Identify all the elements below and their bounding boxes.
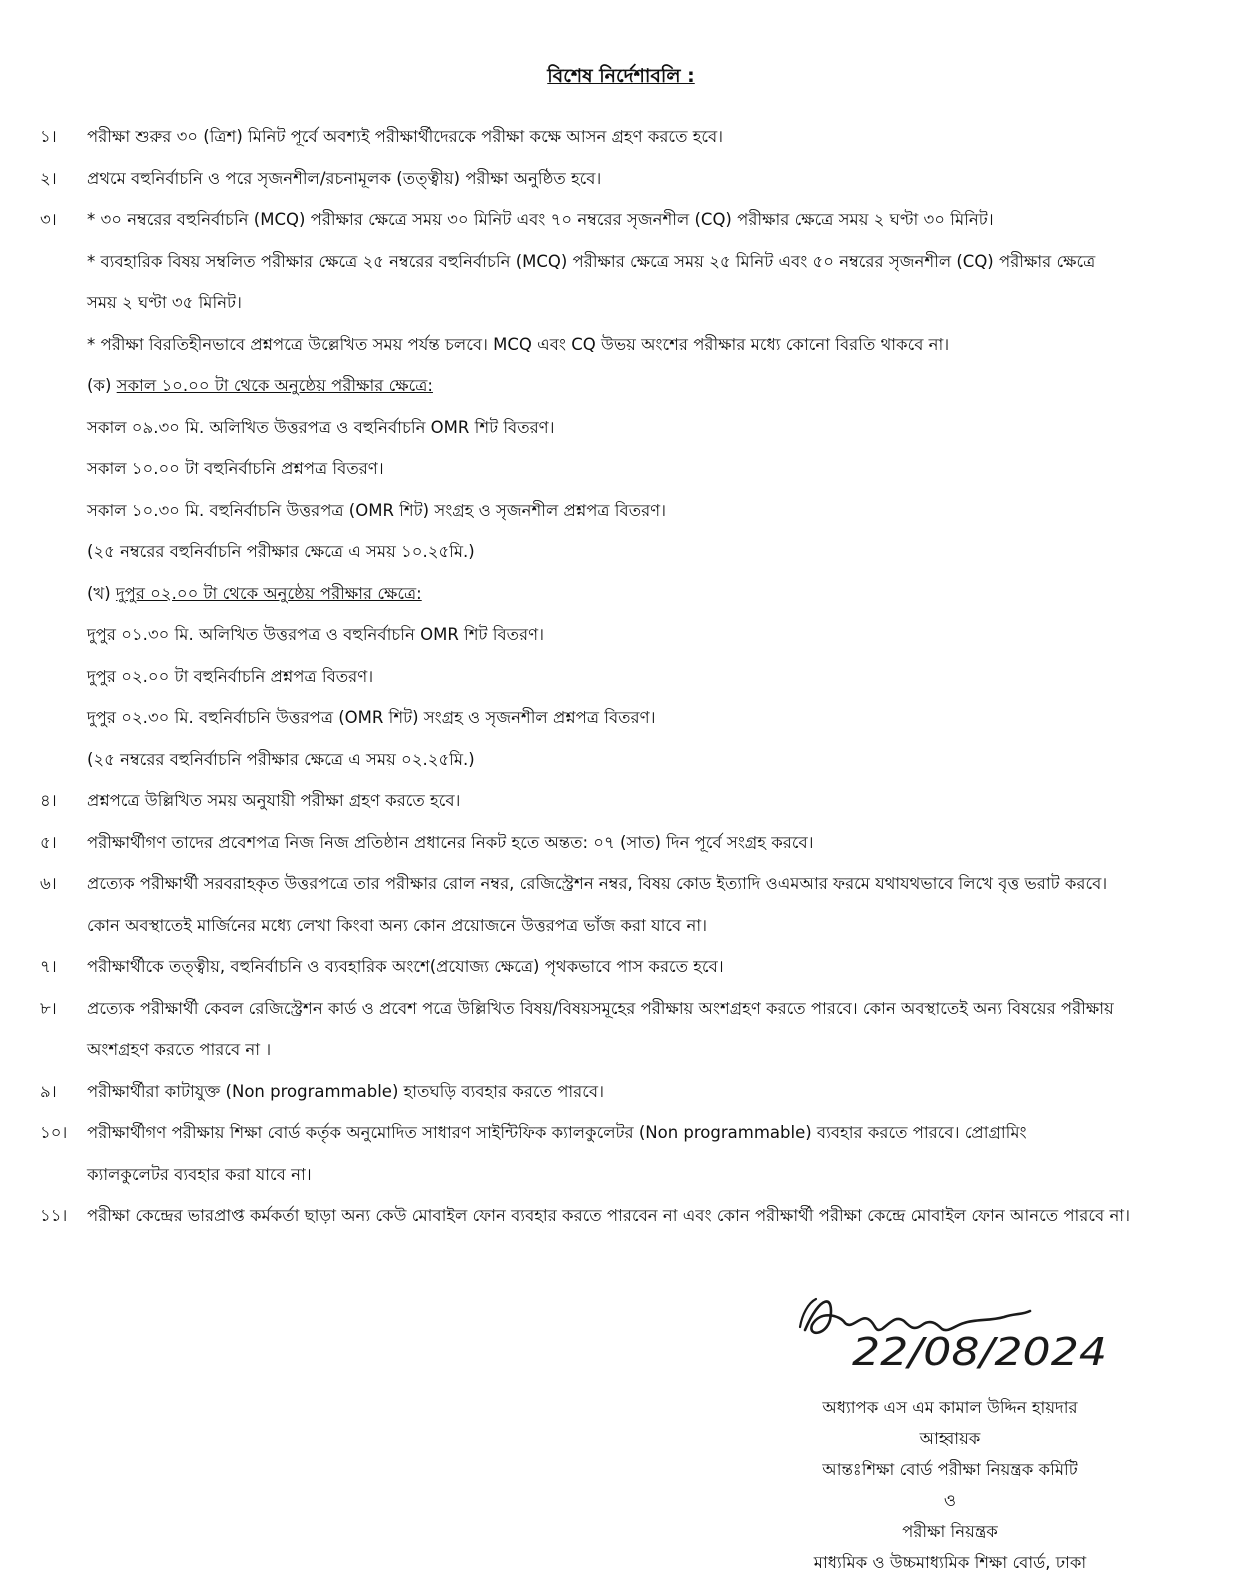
schedule-line: সকাল ১০.৩০ মি. বহুনির্বাচনি উত্তরপত্র (OMR শিট) সংগ্রহ ও সৃজনশীল প্রশ্নপত্র বিতরণ। bbox=[87, 500, 667, 520]
schedule-label: (ক) bbox=[87, 376, 112, 395]
signatory-block bbox=[740, 1392, 1160, 1578]
signatory-organization: মাধ্যমিক ও উচ্চমাধ্যমিক শিক্ষা বোর্ড, ঢাকা bbox=[813, 1553, 1087, 1572]
schedule-line: দুপুর ০২.০০ টা বহুনির্বাচনি প্রশ্নপত্র বিতরণ। bbox=[87, 666, 374, 686]
item-text: প্রত্যেক পরীক্ষার্থী সরবরাহকৃত উত্তরপত্রে তার পরীক্ষার রোল নম্বর, রেজিস্ট্রেশন নম্বর, বিষয় কোড ইত্যাদি ওএমআর ফরমে যথাযথভাবে লিখে বৃত্ত ভরাট করবে। bbox=[87, 874, 1108, 893]
page-title: বিশেষ নির্দেশাবলি : bbox=[547, 65, 695, 87]
morning-schedule bbox=[87, 365, 1200, 573]
item-text: অংশগ্রহণ করতে পারবে না । bbox=[87, 1040, 272, 1059]
list-item bbox=[40, 1112, 1200, 1195]
item-number: ৩। bbox=[40, 210, 57, 229]
item-text: পরীক্ষা কেন্দ্রের ভারপ্রাপ্ত কর্মকর্তা ছাড়া অন্য কেউ মোবাইল ফোন ব্যবহার করতে পারবেন না এবং কোন পরীক্ষার্থী পরীক্ষা কেন্দ্রে মোবাইল ফোন আনতে পারবে না। bbox=[87, 1206, 1130, 1225]
item-text: পরীক্ষার্থীগণ পরীক্ষায় শিক্ষা বোর্ড কর্তৃক অনুমোদিত সাধারণ সাইন্টিফিক ক্যালকুলেটর (Non programmable) ব্যবহার করতে পারবে। প্রোগ্রামিং bbox=[87, 1123, 1027, 1142]
item-text: পরীক্ষার্থীকে তত্ত্বীয়, বহুনির্বাচনি ও ব্যবহারিক অংশে(প্রযোজ্য ক্ষেত্রে) পৃথকভাবে পাস করতে হবে। bbox=[87, 957, 724, 976]
item-text: পরীক্ষার্থীরা কাটাযুক্ত (Non programmable) হাতঘড়ি ব্যবহার করতে পারবে। bbox=[87, 1081, 604, 1101]
afternoon-schedule bbox=[87, 573, 1200, 781]
item-number: ১। bbox=[40, 127, 57, 146]
item-text: পরীক্ষার্থীগণ তাদের প্রবেশপত্র নিজ নিজ প্রতিষ্ঠান প্রধানের নিকট হতে অন্তত: ০৭ (সাত) দিন পূর্বে সংগ্রহ করবে। bbox=[87, 832, 814, 852]
schedule-line: সকাল ১০.০০ টা বহুনির্বাচনি প্রশ্নপত্র বিতরণ। bbox=[87, 459, 384, 478]
schedule-heading-text: সকাল ১০.০০ টা থেকে অনুষ্ঠেয় পরীক্ষার ক্ষেত্রে: bbox=[116, 376, 433, 395]
list-item bbox=[40, 1195, 1200, 1237]
schedule-note: (২৫ নম্বরের বহুনির্বাচনি পরীক্ষার ক্ষেত্রে এ সময় ১০.২৫মি.) bbox=[87, 542, 475, 561]
item-number: ৫। bbox=[40, 832, 57, 852]
signatory-conjunction: ও bbox=[943, 1491, 957, 1510]
item-text: প্রথমে বহুনির্বাচনি ও পরে সৃজনশীল/রচনামূলক (তত্ত্বীয়) পরীক্ষা অনুষ্ঠিত হবে। bbox=[87, 168, 602, 188]
schedule-line: সকাল ০৯.৩০ মি. অলিখিত উত্তরপত্র ও বহুনির্বাচনি OMR শিট বিতরণ। bbox=[87, 417, 555, 437]
item-text: প্রশ্নপত্রে উল্লিখিত সময় অনুযায়ী পরীক্ষা গ্রহণ করতে হবে। bbox=[87, 791, 461, 810]
item-text: * ব্যবহারিক বিষয় সম্বলিত পরীক্ষার ক্ষেত্রে ২৫ নম্বরের বহুনির্বাচনি (MCQ) পরীক্ষার ক্ষেত্রে সময় ২৫ মিনিট এবং ৫০ নম্বরের সৃজনশীল (CQ) পরীক্ষার ক্ষেত্রে bbox=[87, 251, 1096, 271]
signature-date: 22/08/2024 bbox=[852, 1330, 1107, 1374]
item-text: ক্যালকুলেটর ব্যবহার করা যাবে না। bbox=[87, 1164, 312, 1184]
item-number: ২। bbox=[40, 168, 57, 188]
list-item bbox=[40, 780, 1200, 822]
item-text: সময় ২ ঘণ্টা ৩৫ মিনিট। bbox=[87, 293, 242, 312]
list-item bbox=[40, 863, 1200, 946]
instructions-list bbox=[40, 116, 1200, 1237]
item-text: পরীক্ষা শুরুর ৩০ (ত্রিশ) মিনিট পূর্বে অবশ্যই পরীক্ষার্থীদেরকে পরীক্ষা কক্ষে আসন গ্রহণ করতে হবে। bbox=[87, 127, 724, 146]
schedule-heading-text: দুপুর ০২.০০ টা থেকে অনুষ্ঠেয় পরীক্ষার ক্ষেত্রে: bbox=[115, 583, 422, 603]
signatory-role: আহ্বায়ক bbox=[919, 1429, 981, 1448]
schedule-note: (২৫ নম্বরের বহুনির্বাচনি পরীক্ষার ক্ষেত্রে এ সময় ০২.২৫মি.) bbox=[87, 749, 475, 769]
item-number: ১১। bbox=[40, 1206, 68, 1225]
item-text: * ৩০ নম্বরের বহুনির্বাচনি (MCQ) পরীক্ষার ক্ষেত্রে সময় ৩০ মিনিট এবং ৭০ নম্বরের সৃজনশীল (CQ) পরীক্ষার ক্ষেত্রে সময় ২ ঘণ্টা ৩০ মিনিট। bbox=[87, 210, 994, 229]
item-text: * পরীক্ষা বিরতিহীনভাবে প্রশ্নপত্রে উল্লেখিত সময় পর্যন্ত চলবে। MCQ এবং CQ উভয় অংশের পরীক্ষার মধ্যে কোনো বিরতি থাকবে না। bbox=[87, 334, 950, 354]
schedule-line: দুপুর ০১.৩০ মি. অলিখিত উত্তরপত্র ও বহুনির্বাচনি OMR শিট বিতরণ। bbox=[87, 625, 544, 644]
item-number: ৯। bbox=[40, 1081, 57, 1101]
signatory-name: অধ্যাপক এস এম কামাল উদ্দিন হায়দার bbox=[822, 1398, 1078, 1417]
item-text: প্রত্যেক পরীক্ষার্থী কেবল রেজিস্ট্রেশন কার্ড ও প্রবেশ পত্রে উল্লিখিত বিষয়/বিষয়সমূহের পরীক্ষায় অংশগ্রহণ করতে পারবে। কোন অবস্থাতেই অন্য বিষয়ের পরীক্ষায় bbox=[87, 998, 1114, 1018]
schedule-heading bbox=[87, 365, 1200, 407]
signature-stroke bbox=[805, 1302, 1030, 1333]
list-item bbox=[40, 1071, 1200, 1113]
list-item bbox=[40, 822, 1200, 864]
list-item bbox=[40, 199, 1200, 780]
list-item bbox=[40, 946, 1200, 988]
schedule-line: দুপুর ০২.৩০ মি. বহুনির্বাচনি উত্তরপত্র (OMR শিট) সংগ্রহ ও সৃজনশীল প্রশ্নপত্র বিতরণ। bbox=[87, 708, 656, 727]
item-number: ৬। bbox=[40, 874, 57, 893]
item-text: কোন অবস্থাতেই মার্জিনের মধ্যে লেখা কিংবা অন্য কোন প্রয়োজনে উত্তরপত্র ভাঁজ করা যাবে না। bbox=[87, 915, 708, 935]
item-number: ১০। bbox=[40, 1123, 68, 1142]
schedule-label: (খ) bbox=[87, 583, 111, 603]
list-item bbox=[40, 988, 1200, 1071]
signatory-title: পরীক্ষা নিয়ন্ত্রক bbox=[902, 1522, 998, 1541]
list-item bbox=[40, 158, 1200, 200]
signatory-committee: আন্তঃশিক্ষা বোর্ড পরীক্ষা নিয়ন্ত্রক কমিটি bbox=[822, 1460, 1078, 1479]
list-item bbox=[40, 116, 1200, 158]
item-number: ৭। bbox=[40, 957, 57, 976]
item-number: ৮। bbox=[40, 998, 57, 1018]
handwritten-signature bbox=[790, 1285, 1120, 1380]
item-number: ৪। bbox=[40, 791, 57, 810]
schedule-heading bbox=[87, 573, 1200, 615]
